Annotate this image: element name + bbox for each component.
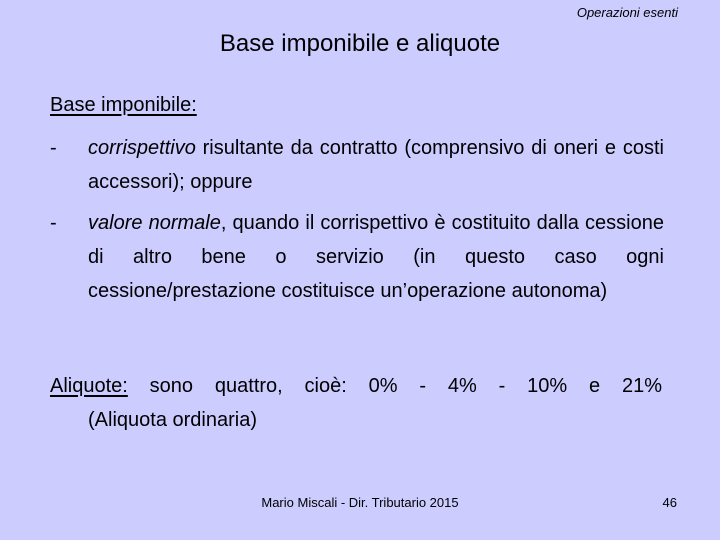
bullet-lead-term: corrispettivo (88, 137, 196, 159)
bullet-corrispettivo (50, 131, 664, 199)
slide-title: Base imponibile e aliquote (219, 30, 501, 57)
header-tag: Operazioni esenti (576, 5, 678, 20)
page-number: 46 (662, 495, 677, 510)
bullet-lead-term: valore normale (88, 212, 221, 234)
aliquote-paragraph (50, 369, 662, 437)
aliquote-line-2: (Aliquota ordinaria) (88, 409, 257, 431)
bullet-valore-normale (50, 206, 664, 308)
bullet-body: risultante da contratto (comprensivo di oneri e costi accessori); oppure (88, 137, 664, 193)
bullet-body: , quando il corrispettivo è costituito dalla cessione di altro bene o servizio (in questo caso ogni cessione/prestazione costituisce un’operazione autonoma) (88, 212, 664, 302)
aliquote-line-1 (50, 369, 662, 403)
bullet-text (88, 131, 664, 199)
aliquote-values: sono quattro, cioè: 0% - 4% - 10% e 21% (127, 375, 662, 397)
section-heading-base-imponibile: Base imponibile: (50, 94, 197, 116)
aliquote-label: Aliquote: (50, 375, 128, 397)
bullet-text (88, 206, 664, 308)
bullet-dash: - (50, 137, 57, 159)
footer-author: Mario Miscali - Dir. Tributario 2015 (261, 495, 459, 510)
bullet-dash: - (50, 212, 57, 234)
